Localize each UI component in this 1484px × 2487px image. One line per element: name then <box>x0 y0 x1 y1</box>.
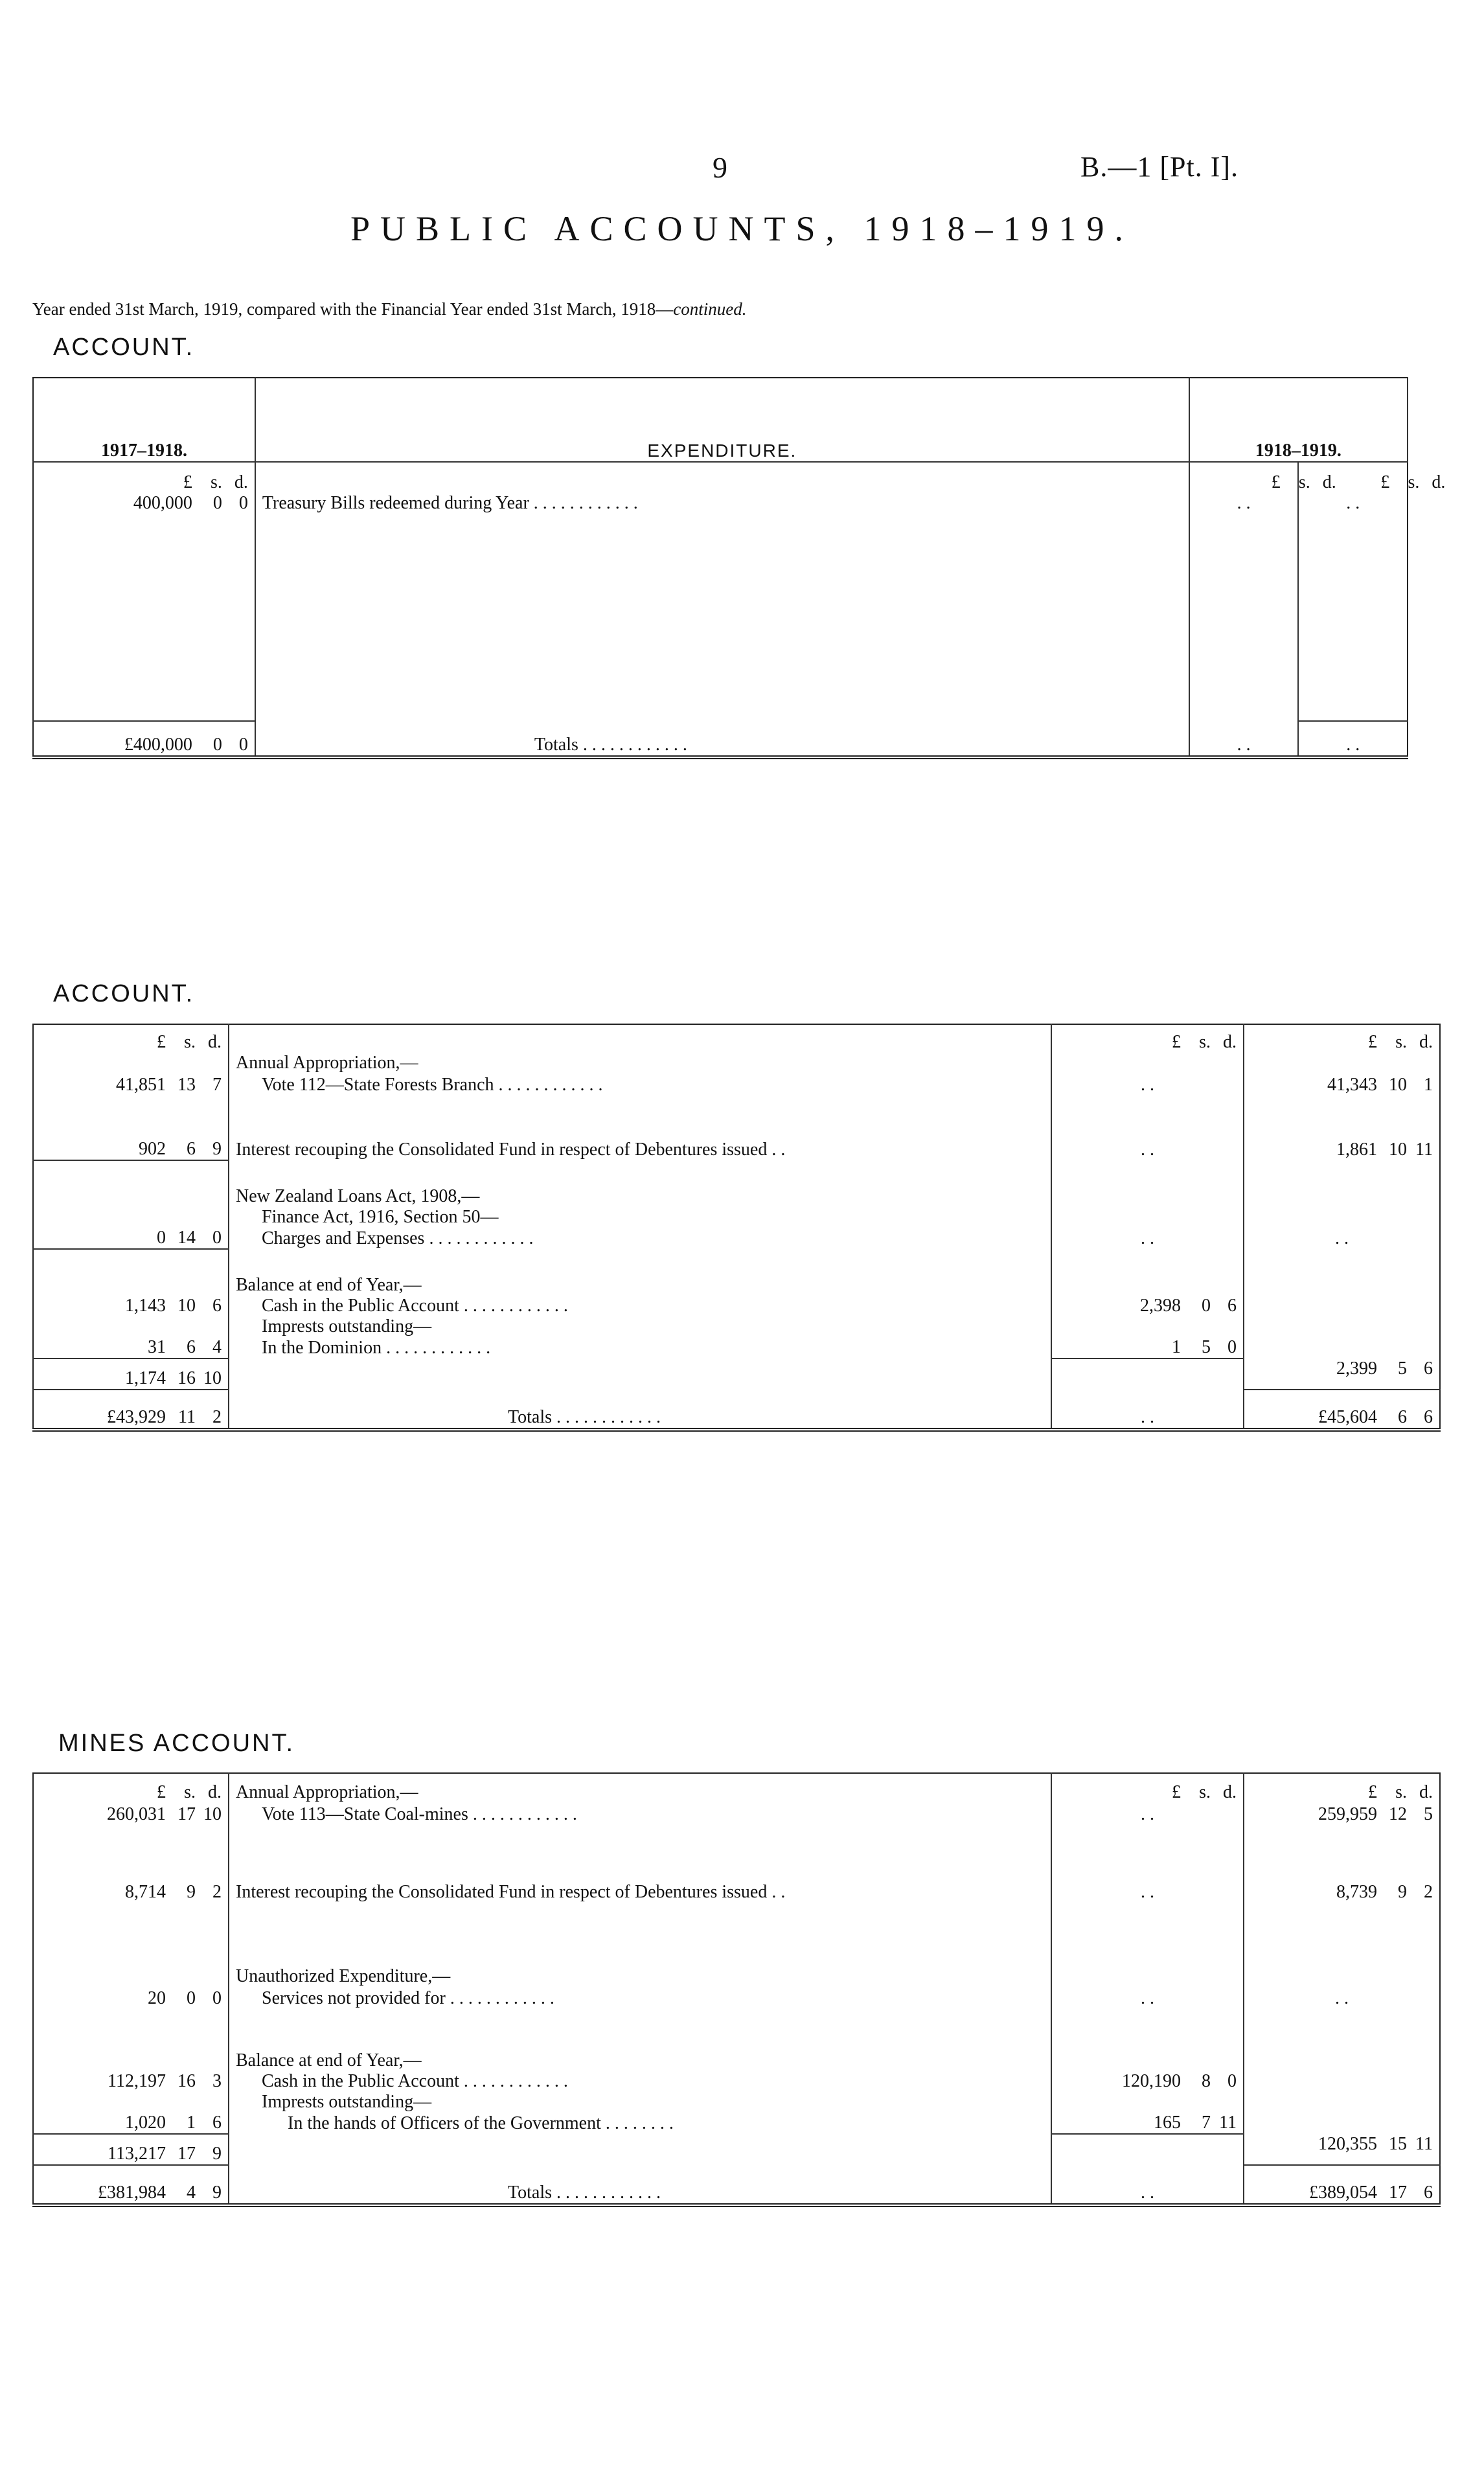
s2-r2-label: Interest recouping the Consolidated Fund in respect of Debentures issued . . <box>229 1095 1051 1160</box>
page-title: PUBLIC ACCOUNTS, 1918–1919. <box>350 209 1134 248</box>
s3-r1-c4: 259,959 12 5 <box>1318 1804 1433 1824</box>
s3-r4-prev1: 112,197 16 3 <box>33 2071 229 2092</box>
s2-total-prev: £43,929 11 2 <box>33 1390 229 1430</box>
s2-units-c3: £ s. d. <box>1051 1024 1244 1053</box>
s3-r3-prev: 20 0 0 <box>33 1987 229 2009</box>
col-header-curr-year: 1918–1919. <box>1189 378 1408 462</box>
s1-total-prev: £400,000 0 0 <box>33 721 255 757</box>
s3-r2-prev: 8,714 9 2 <box>33 1825 229 1903</box>
s2-units-c4: £ s. d. <box>1368 1032 1433 1052</box>
s3-r3-c4: . . <box>1335 1988 1349 2008</box>
s1-total-c4: . . <box>1298 721 1408 757</box>
s1-total-c3: . . <box>1189 721 1299 757</box>
s2-r4-c3-2: 1 5 0 <box>1051 1337 1244 1358</box>
s2-r2-c4: 1,861 10 11 <box>1336 1140 1433 1160</box>
s3-r4-head2: Imprests outstanding— <box>229 2092 1051 2113</box>
s2-r1-c4: 41,343 10 1 <box>1327 1075 1433 1095</box>
s2-r1-label: Vote 112—State Forests Branch . . . . . . . . . . . . <box>229 1073 1051 1095</box>
col-header-prev-year: 1917–1918. <box>33 378 255 462</box>
s3-r4-subtotal: 113,217 17 9 <box>33 2134 229 2165</box>
s3-r2-c3: . . <box>1051 1825 1244 1903</box>
s2-total-c3: . . <box>1051 1390 1244 1430</box>
s2-r4-head: Balance at end of Year,— <box>229 1249 1051 1296</box>
page-subtitle <box>32 299 747 319</box>
s3-total-prev: £381,984 4 9 <box>33 2165 229 2205</box>
section2-title: ACCOUNT. <box>53 980 195 1007</box>
s3-r3-head: Unauthorized Expenditure,— <box>229 1903 1051 1987</box>
s2-r1-prev: 41,851 13 7 <box>33 1073 229 1095</box>
s1-row1-c3: . . <box>1189 493 1299 514</box>
s2-r4-c4: 2,399 5 6 <box>1244 1358 1440 1390</box>
units-c3: £ s. d. <box>1189 462 1299 493</box>
s2-total-c4: £45,604 6 6 <box>1244 1390 1440 1430</box>
page-number: 9 <box>713 151 727 184</box>
document-reference: B.—1 [Pt. I]. <box>1080 151 1239 183</box>
s3-r3-c3: . . <box>1051 1987 1244 2009</box>
s3-r1-c3: . . <box>1051 1803 1244 1825</box>
s3-r4-c3-1: 120,190 8 0 <box>1051 2071 1244 2092</box>
section3-title: MINES ACCOUNT. <box>58 1730 295 1757</box>
s2-r2-prev: 902 6 9 <box>33 1095 229 1160</box>
s2-r3-label: Charges and Expenses . . . . . . . . . . . . <box>229 1228 1051 1249</box>
subtitle-continued: continued. <box>673 299 747 319</box>
s3-units-c3: £ s. d. <box>1051 1773 1244 1803</box>
s1-total-label: Totals . . . . . . . . . . . . <box>255 721 1189 757</box>
s3-r1-label: Vote 113—State Coal-mines . . . . . . . . . . . . <box>229 1803 1051 1825</box>
s2-r3-head1: New Zealand Loans Act, 1908,— <box>229 1160 1051 1207</box>
s2-total-label: Totals . . . . . . . . . . . . <box>229 1390 1051 1430</box>
s2-r4-c3-1: 2,398 0 6 <box>1051 1296 1244 1316</box>
section1-table <box>32 377 1446 759</box>
s3-r4-c4: 120,355 15 11 <box>1244 2134 1440 2165</box>
s3-r2-c4: 8,739 9 2 <box>1336 1882 1433 1902</box>
s2-r4-prev1: 1,143 10 6 <box>33 1296 229 1316</box>
section2-table <box>32 1024 1441 1432</box>
s3-r1-prev: 260,031 17 10 <box>33 1803 229 1825</box>
s2-units-prev: £ s. d. <box>33 1024 229 1053</box>
s1-row1-label: Treasury Bills redeemed during Year . . . . . . . . . . . . <box>255 493 1189 514</box>
s2-r4-subtotal: 1,174 16 10 <box>33 1358 229 1390</box>
s2-r1-c3: . . <box>1051 1073 1244 1095</box>
s3-total-c3: . . <box>1051 2165 1244 2205</box>
section1-title: ACCOUNT. <box>53 334 195 361</box>
s2-r3-head2: Finance Act, 1916, Section 50— <box>229 1207 1051 1228</box>
units-prev: £ s. d. <box>33 462 255 493</box>
s3-units-c4: £ s. d. <box>1368 1782 1433 1802</box>
s3-r4-label1: Cash in the Public Account . . . . . . . . . . . . <box>229 2071 1051 2092</box>
s2-r4-label2: In the Dominion . . . . . . . . . . . . <box>229 1337 1051 1358</box>
units-c4: £ s. d. <box>1380 472 1446 492</box>
s2-r4-prev2: 31 6 4 <box>33 1337 229 1358</box>
s3-r1-head: Annual Appropriation,— <box>229 1773 1051 1803</box>
s1-row1-prev: 400,000 0 0 <box>33 493 255 514</box>
s2-r1-head: Annual Appropriation,— <box>229 1053 1051 1073</box>
s2-r3-c4: . . <box>1335 1228 1349 1248</box>
s3-r4-head: Balance at end of Year,— <box>229 2009 1051 2071</box>
s2-r3-c3: . . <box>1051 1228 1244 1249</box>
s3-r4-c3-2: 165 7 11 <box>1051 2113 1244 2134</box>
s3-r3-label: Services not provided for . . . . . . . . . . . . <box>229 1987 1051 2009</box>
s2-r3-prev: 0 14 0 <box>33 1228 229 1249</box>
s2-r4-head2: Imprests outstanding— <box>229 1316 1051 1337</box>
s1-row1-c4: . . <box>1346 493 1360 513</box>
s3-r4-label2: In the hands of Officers of the Government . . . . . . . . <box>229 2113 1051 2134</box>
s3-r4-prev2: 1,020 1 6 <box>33 2113 229 2134</box>
s2-r2-c3: . . <box>1051 1095 1244 1160</box>
section3-table <box>32 1772 1441 2207</box>
col-header-expenditure: EXPENDITURE. <box>255 378 1189 462</box>
s2-r4-label1: Cash in the Public Account . . . . . . . . . . . . <box>229 1296 1051 1316</box>
subtitle-main: Year ended 31st March, 1919, compared with the Financial Year ended 31st March, 1918— <box>32 299 674 319</box>
s3-total-label: Totals . . . . . . . . . . . . <box>229 2165 1051 2205</box>
s3-total-c4: £389,054 17 6 <box>1244 2165 1440 2205</box>
s3-units-prev: £ s. d. <box>33 1773 229 1803</box>
s3-r2-label: Interest recouping the Consolidated Fund in respect of Debentures issued . . <box>229 1825 1051 1903</box>
